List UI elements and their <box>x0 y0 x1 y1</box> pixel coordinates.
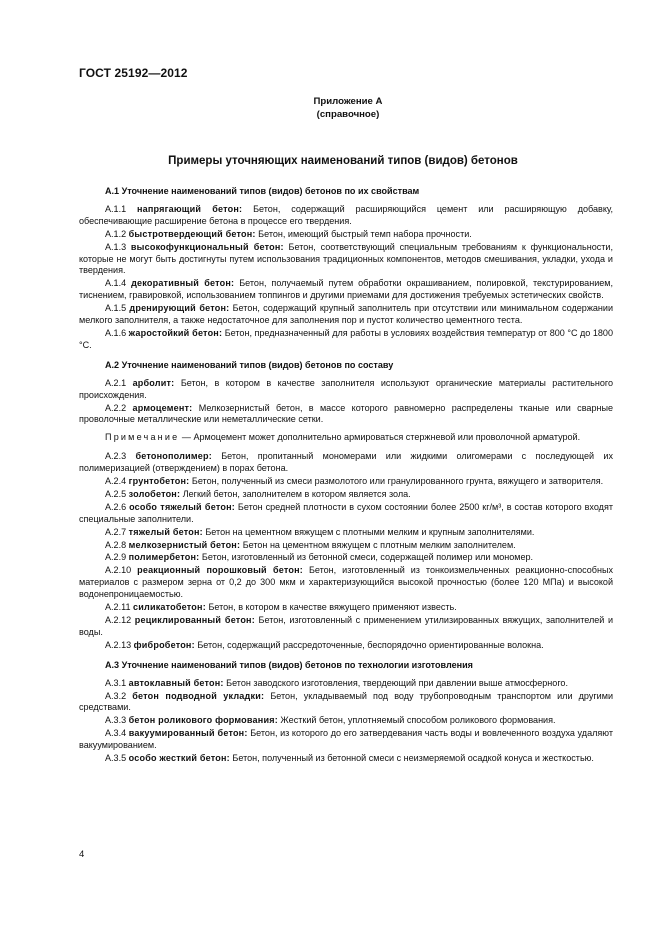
clause <box>79 640 613 652</box>
clause <box>79 602 613 614</box>
clause-number: А.2.13 <box>105 639 132 650</box>
clause-number: А.1.4 <box>105 278 127 289</box>
clause <box>79 678 613 690</box>
clause-term: напрягающий бетон: <box>137 203 243 214</box>
clause-number: А.2.12 <box>105 615 132 625</box>
clause-text: Бетон, предназначенный для работы в условиях воздействия температур от 800 °С до 1800 °С. <box>79 327 613 350</box>
clause-number: А.2.9 <box>105 552 127 563</box>
clause-term: полимербетон: <box>128 552 200 563</box>
clause-term: особо тяжелый бетон: <box>129 501 235 512</box>
clause <box>79 489 613 501</box>
clause-text: Бетон, из которого до его затвердевания часть воды и вовлеченного воздуха удаляют вакуумированием. <box>79 728 614 751</box>
section-heading: А.1 Уточнение наименований типов (видов) бетонов по их свойствам <box>105 186 420 196</box>
clause-term: высокофункциональный бетон: <box>130 241 284 252</box>
clause <box>79 476 613 488</box>
clause-term: автоклавный бетон: <box>128 677 224 688</box>
appendix-title: Приложение А <box>313 96 383 107</box>
clause-text: Жесткий бетон, уплотняемый способом роликового формования. <box>280 715 556 726</box>
clause-text: Бетон, соответствующий специальным требованиям к функциональности, которые не могут быть достигнуты путем использования традиционных компонентов, методов смешивания, укладки, ухода и твердения. <box>79 241 613 276</box>
clause-term: бетонополимер: <box>135 451 212 462</box>
clause-text: Бетон, пропитанный мономерами или жидкими олигомерами с последующей их полимеризацией (отверждением) в порах бетона. <box>79 451 613 474</box>
clause-text: Бетон, в котором в качестве вяжущего применяют известь. <box>208 602 457 613</box>
page-number: 4 <box>79 849 85 860</box>
clause-term: особо жесткий бетон: <box>128 753 230 764</box>
clause-number: А.2.10 <box>105 565 132 576</box>
clause-text: Бетон, изготовленный из тонкоизмельченных реакционно-способных материалов с размером зерна от 0,2 до 300 мкм и характеризующийся высокой прочностью (более 120 МПа) и высокой водонепроницаемостью. <box>79 565 613 600</box>
clause-text: Бетон, содержащий рассредоточенные, беспорядочно ориентированные волокна. <box>197 639 544 650</box>
clause-number: А.2.1 <box>105 377 127 388</box>
clause-text: Бетон на цементном вяжущем с плотными мелким и крупным заполнителями. <box>205 526 535 537</box>
clause-term: силикатобетон: <box>133 602 206 613</box>
clause-number: А.2.3 <box>105 451 127 462</box>
clause-number: А.1.5 <box>105 303 127 314</box>
clause-term: быстротвердеющий бетон: <box>128 228 256 239</box>
clause-text: Бетон, получаемый путем обработки окрашиванием, полировкой, текстурированием, тиснением, гравировкой, использованием топпингов и другими приемами для достижения требуемых эстетических свойств. <box>79 278 614 301</box>
clause-number: А.2.2 <box>105 402 127 413</box>
clause <box>79 715 613 727</box>
clause-text: Бетон заводского изготовления, твердеющий при давлении выше атмосферного. <box>226 677 568 688</box>
clause-text: Бетон, в котором в качестве заполнителя используют органические материалы растительного происхождения. <box>79 377 614 400</box>
clause-number: А.2.11 <box>105 602 131 613</box>
clause-number: А.3.3 <box>105 715 127 726</box>
note <box>79 432 613 444</box>
clause-term: бетон подводной укладки: <box>132 690 265 701</box>
clause-number: А.1.6 <box>105 327 127 338</box>
clause-term: вакуумированный бетон: <box>128 728 248 739</box>
clause <box>79 303 613 327</box>
clause-text: Бетон, изготовленный из бетонной смеси, содержащей полимер или мономер. <box>201 552 534 563</box>
clause <box>79 451 613 475</box>
clause-text: Бетон, содержащий крупный заполнитель при отсутствии или минимальном содержании мелкого заполнителя, а также недостаточное для заполнения пор и пустот количество цементного теста. <box>79 303 614 326</box>
clause <box>79 552 613 564</box>
clause-term: золобетон: <box>128 488 181 499</box>
clause-text: Легкий бетон, заполнителем в котором является зола. <box>182 488 411 499</box>
clause-term: дренирующий бетон: <box>129 303 230 314</box>
clause-term: армоцемент: <box>132 402 193 413</box>
clause-number: А.2.7 <box>105 526 127 537</box>
clause-term: бетон роликового формования: <box>128 715 278 726</box>
doc-code-header: ГОСТ 25192—2012 <box>79 66 188 80</box>
clause-term: арболит: <box>132 377 175 388</box>
clause-text: Бетон, укладываемый под воду трубопроводным транспортом или другими средствами. <box>79 690 614 713</box>
clause-number: А.2.5 <box>105 488 127 499</box>
clause-number: А.2.4 <box>105 476 127 487</box>
clause <box>79 527 613 539</box>
clause <box>79 278 613 302</box>
clause-number: А.3.1 <box>105 677 127 688</box>
clause <box>79 204 613 228</box>
clause-text: Бетон, полученный из смеси размолотого или гранулированного грунта, вяжущего и затворителя. <box>191 476 604 487</box>
appendix-subtitle: (справочное) <box>316 109 380 120</box>
clause-text: Бетон средней плотности в сухом состоянии более 2500 кг/м³, в состав которого входят специальные заполнители. <box>79 501 613 524</box>
clause-term: жаростойкий бетон: <box>128 327 223 338</box>
clause-term: фибробетон: <box>133 639 195 650</box>
clause-number: А.3.4 <box>105 728 127 739</box>
clause-number: А.1.1 <box>105 203 127 214</box>
note-text: — Армоцемент может дополнительно армироваться стержневой или проволочной арматурой. <box>181 432 581 443</box>
clause-text: Бетон, имеющий быстрый темп набора прочности. <box>258 228 472 239</box>
clause <box>79 328 613 352</box>
clause <box>79 728 613 752</box>
clause-term: декоративный бетон: <box>131 278 235 289</box>
clause <box>79 229 613 241</box>
main-title: Примеры уточняющих наименований типов (видов) бетонов <box>168 155 518 167</box>
clause-text: Бетон, полученный из бетонной смеси с неизмеряемой осадкой конуса и жесткостью. <box>232 753 594 764</box>
clause-number: А.2.6 <box>105 501 127 512</box>
clause-number: А.3.2 <box>105 690 127 701</box>
document-body <box>79 186 613 766</box>
clause-term: тяжелый бетон: <box>128 526 203 537</box>
note-label: Примечание <box>105 432 180 443</box>
clause-number: А.3.5 <box>105 753 127 764</box>
clause-term: мелкозернистый бетон: <box>128 539 241 550</box>
clause <box>79 242 613 278</box>
clause-number: А.1.3 <box>105 241 127 252</box>
clause-text: Бетон, содержащий расширяющийся цемент или расширяющую добавку, обеспечивающие расширение бетона в процессе его твердения. <box>79 203 614 226</box>
clause-term: рециклированный бетон: <box>134 615 255 625</box>
clause <box>79 565 613 601</box>
clause-term: грунтобетон: <box>128 476 190 487</box>
clause <box>79 691 613 715</box>
appendix-heading <box>0 95 661 121</box>
clause-text: Бетон на цементном вяжущем с плотным мелким заполнителем. <box>242 539 516 550</box>
clause-term: реакционный порошковый бетон: <box>137 565 303 576</box>
clause <box>79 753 613 765</box>
clause-number: А.1.2 <box>105 228 127 239</box>
clause <box>79 540 613 552</box>
clause <box>79 378 613 402</box>
section-heading: А.3 Уточнение наименований типов (видов) бетонов по технологии изготовления <box>105 659 473 670</box>
clause-number: А.2.8 <box>105 539 127 550</box>
clause <box>79 502 613 526</box>
section-heading: А.2 Уточнение наименований типов (видов) бетонов по составу <box>105 359 394 370</box>
clause <box>79 615 613 639</box>
clause-text: Мелкозернистый бетон, в массе которого равномерно распределены тканые или сварные проволочные металлические или неметаллические сетки. <box>79 402 614 425</box>
clause <box>79 403 613 427</box>
clause-text: Бетон, изготовленный с применением утилизированных вяжущих, заполнителей и воды. <box>79 615 613 637</box>
